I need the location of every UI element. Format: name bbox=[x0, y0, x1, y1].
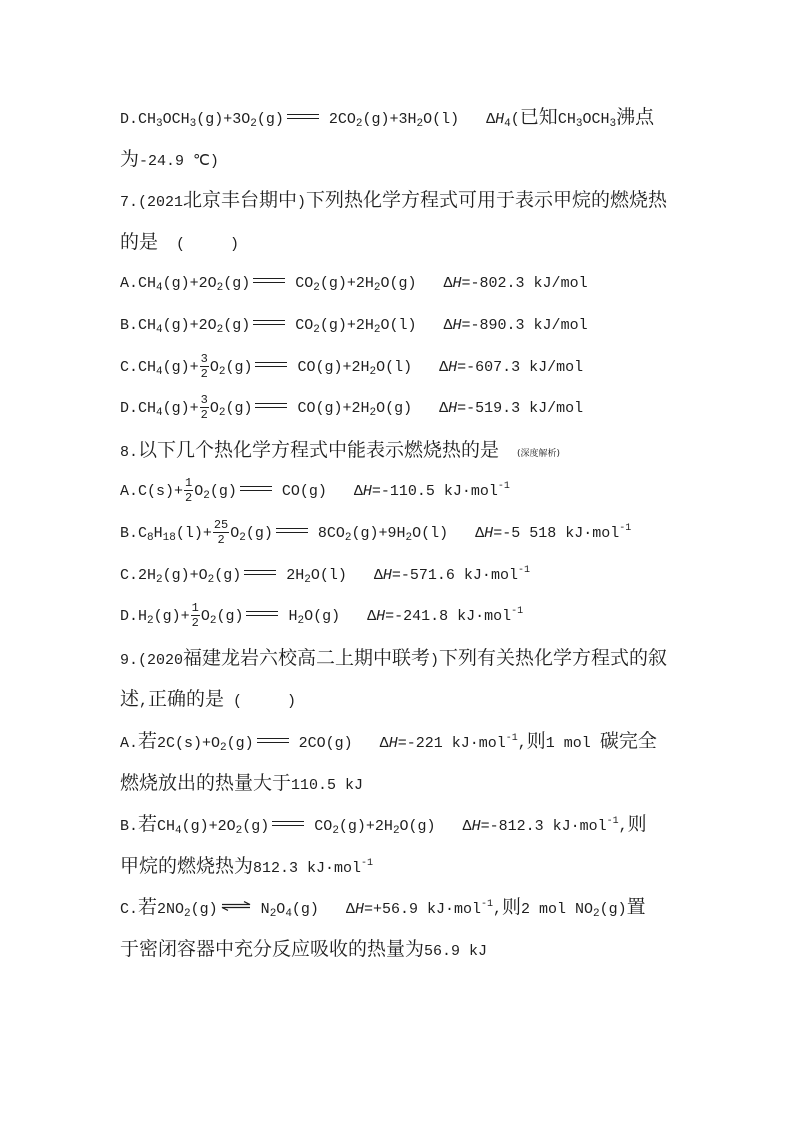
text-run: (g)+2H bbox=[338, 818, 393, 836]
question-8 bbox=[120, 430, 760, 638]
fraction-denominator: 2 bbox=[191, 616, 199, 631]
text-run: N bbox=[251, 901, 270, 919]
superscript: -1 bbox=[361, 857, 374, 869]
superscript: -1 bbox=[511, 606, 524, 618]
question-8-option-d-line-1 bbox=[120, 596, 760, 638]
text-run: O bbox=[209, 358, 219, 376]
subscript: 4 bbox=[156, 323, 163, 336]
superscript: -1 bbox=[619, 522, 632, 534]
text-run: (g)+9H bbox=[351, 524, 406, 542]
text-run: 2H bbox=[277, 566, 305, 584]
subscript: 4 bbox=[156, 365, 163, 378]
text-run: O(l) Δ bbox=[310, 566, 383, 584]
text-run: (g) bbox=[214, 566, 242, 584]
text-run: A.C(s)+ bbox=[120, 483, 184, 501]
long-equals-sign-icon bbox=[272, 821, 304, 826]
subscript: 2 bbox=[184, 908, 191, 921]
long-equals-sign-icon bbox=[253, 320, 285, 325]
cjk-text-run: 则 bbox=[627, 813, 647, 836]
question-9-option-b bbox=[120, 804, 760, 887]
italic-symbol: H bbox=[388, 734, 398, 752]
subscript: 4 bbox=[156, 407, 163, 420]
question-7-option-a-line-1 bbox=[120, 263, 760, 305]
small-note: (深度解析) bbox=[517, 448, 561, 459]
italic-symbol: H bbox=[484, 524, 494, 542]
subscript: 2 bbox=[369, 407, 377, 420]
text-run: ) bbox=[430, 651, 440, 669]
question-8-stem bbox=[120, 430, 760, 472]
question-list bbox=[120, 97, 760, 970]
question-8-option-b bbox=[120, 513, 760, 555]
fraction-numerator: 1 bbox=[191, 601, 199, 616]
question-9-option-c-line-1 bbox=[120, 887, 760, 929]
text-run: D.CH bbox=[120, 400, 157, 418]
text-run: -24.9 ℃) bbox=[139, 152, 219, 170]
italic-symbol: H bbox=[376, 608, 386, 626]
cjk-text-run: 甲烷的燃烧热为 bbox=[120, 854, 254, 877]
italic-symbol: H bbox=[471, 818, 481, 836]
text-run: H bbox=[279, 608, 298, 626]
subscript: 3 bbox=[156, 118, 163, 130]
text-run: O(l) Δ bbox=[412, 524, 485, 542]
long-equals-sign-icon bbox=[276, 528, 308, 533]
long-equals-sign-icon bbox=[253, 278, 285, 283]
fraction bbox=[200, 352, 209, 381]
question-7-option-d-line-1 bbox=[120, 388, 760, 430]
fraction bbox=[191, 601, 200, 630]
text-run: (g) bbox=[242, 818, 270, 836]
text-run: (g) bbox=[225, 358, 253, 376]
question-9-option-a bbox=[120, 721, 760, 804]
subscript: 2 bbox=[332, 825, 339, 838]
text-run: ( ) bbox=[224, 693, 297, 711]
long-equals-sign-icon bbox=[255, 403, 287, 408]
cjk-text-run: 置 bbox=[626, 896, 646, 919]
italic-symbol: H bbox=[362, 483, 372, 501]
text-run: (g) bbox=[599, 901, 627, 919]
question-9-option-b-line-1 bbox=[120, 804, 760, 846]
text-run: O(g) Δ bbox=[376, 400, 449, 418]
text-run: (g)+2O bbox=[162, 275, 217, 293]
cjk-text-run: 以下几个热化学方程式中能表示燃烧热的是 bbox=[138, 438, 500, 461]
superscript: -1 bbox=[606, 816, 619, 828]
subscript: 18 bbox=[162, 531, 176, 544]
fraction-denominator: 2 bbox=[200, 408, 208, 423]
italic-symbol: H bbox=[452, 316, 462, 334]
subscript: 4 bbox=[285, 908, 292, 921]
text-run: ( ) bbox=[158, 235, 240, 253]
cjk-text-run: 的是 bbox=[120, 230, 159, 253]
text-run: OCH bbox=[162, 111, 190, 128]
text-run: , bbox=[139, 693, 149, 711]
italic-symbol: H bbox=[448, 358, 458, 376]
question-6 bbox=[120, 97, 760, 180]
question-7-option-b-line-1 bbox=[120, 305, 760, 347]
fraction-numerator: 25 bbox=[213, 517, 229, 532]
text-run: 110.5 kJ bbox=[291, 776, 364, 794]
text-run: (g) bbox=[226, 734, 254, 752]
fraction-denominator: 2 bbox=[185, 491, 193, 506]
text-run: H bbox=[153, 524, 163, 542]
text-run: =-110.5 kJ·mol bbox=[371, 483, 498, 501]
text-run: (g) bbox=[216, 608, 244, 626]
cjk-text-run: 沸点 bbox=[616, 106, 655, 128]
subscript: 2 bbox=[209, 615, 217, 628]
cjk-text-run: 下列热化学方程式可用于表示甲烷的燃烧热 bbox=[306, 189, 668, 212]
cjk-text-run: 福建龙岩六校高二上期中联考 bbox=[183, 646, 431, 669]
cjk-text-run: 则 bbox=[502, 896, 522, 919]
cjk-text-run: 碳完全 bbox=[599, 729, 657, 752]
question-7-stem-line-1 bbox=[120, 180, 760, 222]
subscript: 2 bbox=[593, 908, 600, 921]
subscript: 2 bbox=[250, 118, 257, 130]
fraction-numerator: 3 bbox=[200, 351, 208, 366]
text-run: OCH bbox=[582, 111, 610, 128]
subscript: 2 bbox=[313, 323, 320, 336]
subscript: 2 bbox=[355, 118, 363, 130]
text-run: 7.(2021 bbox=[120, 194, 184, 212]
equilibrium-arrows-icon bbox=[221, 901, 251, 911]
text-run: (g) bbox=[209, 483, 237, 501]
text-run: O(g) Δ bbox=[380, 275, 453, 293]
cjk-text-run: 已知 bbox=[519, 106, 558, 128]
text-run: D.CH bbox=[120, 111, 157, 128]
question-8-option-c-line-1 bbox=[120, 555, 760, 597]
question-6-option-d bbox=[120, 97, 760, 180]
question-7-option-c-line-1 bbox=[120, 347, 760, 389]
question-7-stem-line-2 bbox=[120, 222, 760, 264]
subscript: 2 bbox=[373, 323, 381, 336]
text-run: ( bbox=[510, 111, 520, 128]
subscript: 2 bbox=[313, 282, 320, 295]
subscript: 2 bbox=[304, 573, 311, 586]
question-9-option-c bbox=[120, 887, 760, 970]
subscript: 2 bbox=[218, 365, 226, 378]
text-run: C.CH bbox=[120, 358, 157, 376]
text-run: O(g) Δ bbox=[304, 608, 377, 626]
fraction-numerator: 3 bbox=[200, 393, 208, 408]
question-7-stem bbox=[120, 180, 760, 263]
subscript: 2 bbox=[203, 490, 210, 503]
cjk-text-run: 则 bbox=[526, 729, 546, 752]
text-run: =-5 518 kJ·mol bbox=[493, 524, 620, 542]
text-run: 2CO bbox=[319, 111, 356, 128]
text-run: B.C bbox=[120, 524, 148, 542]
subscript: 3 bbox=[189, 118, 197, 130]
fraction bbox=[200, 393, 209, 422]
text-run: =-890.3 kJ/mol bbox=[461, 316, 588, 334]
text-run: (g)+ bbox=[162, 358, 199, 376]
text-run: CO(g) Δ bbox=[272, 483, 363, 501]
question-9-option-c-line-2 bbox=[120, 929, 760, 971]
question-8-option-a bbox=[120, 471, 760, 513]
subscript: 8 bbox=[147, 531, 154, 544]
text-run: =+56.9 kJ·mol bbox=[363, 901, 481, 919]
italic-symbol: H bbox=[452, 275, 462, 293]
text-run: CH bbox=[157, 818, 176, 836]
subscript: 4 bbox=[156, 282, 163, 295]
text-run: (g)+3H bbox=[362, 111, 417, 128]
question-9-option-b-line-2 bbox=[120, 846, 760, 888]
subscript: 2 bbox=[239, 531, 246, 544]
subscript: 2 bbox=[416, 118, 424, 130]
subscript: 2 bbox=[297, 615, 305, 628]
text-run: CH bbox=[557, 111, 576, 128]
text-run: B. bbox=[120, 818, 139, 836]
text-run: O(g) Δ bbox=[399, 818, 472, 836]
text-run: =-241.8 kJ·mol bbox=[385, 608, 512, 626]
text-run: O(l) Δ bbox=[380, 316, 453, 334]
text-run: (g)+O bbox=[162, 566, 208, 584]
fraction bbox=[184, 476, 193, 505]
cjk-text-run: 燃烧放出的热量大于 bbox=[120, 771, 292, 794]
subscript: 4 bbox=[504, 118, 511, 130]
text-run: (g)+2O bbox=[162, 316, 217, 334]
cjk-text-run: 下列有关热化学方程式的叙 bbox=[439, 646, 668, 669]
long-equals-sign-icon bbox=[246, 611, 278, 616]
question-9-stem-line-1 bbox=[120, 638, 760, 680]
question-7-option-c bbox=[120, 347, 760, 389]
text-run: =-519.3 kJ/mol bbox=[457, 400, 584, 418]
text-run: (g) bbox=[223, 275, 251, 293]
text-run: 812.3 kJ·mol bbox=[253, 859, 362, 877]
italic-symbol: H bbox=[354, 901, 364, 919]
text-run bbox=[499, 444, 517, 461]
superscript: -1 bbox=[517, 564, 530, 576]
subscript: 2 bbox=[156, 573, 163, 586]
text-run: , bbox=[618, 818, 628, 836]
text-run: 1 mol bbox=[545, 734, 600, 752]
text-run: CO bbox=[305, 818, 333, 836]
text-run: B.CH bbox=[120, 316, 157, 334]
question-8-option-a-line-1 bbox=[120, 471, 760, 513]
question-9-stem-line-2 bbox=[120, 679, 760, 721]
subscript: 2 bbox=[216, 323, 224, 336]
subscript: 2 bbox=[344, 531, 352, 544]
italic-symbol: H bbox=[448, 400, 458, 418]
subscript: 2 bbox=[235, 825, 243, 838]
subscript: 2 bbox=[220, 741, 227, 754]
text-run: =-571.6 kJ·mol bbox=[391, 566, 518, 584]
text-run: 2CO(g) Δ bbox=[289, 734, 389, 752]
text-run: =-812.3 kJ·mol bbox=[480, 818, 607, 836]
text-run: C. bbox=[120, 901, 139, 919]
question-7-option-a bbox=[120, 263, 760, 305]
text-run: ) bbox=[297, 194, 307, 212]
text-run: (g) bbox=[245, 524, 273, 542]
question-8-option-c bbox=[120, 555, 760, 597]
text-run: (g) Δ bbox=[291, 901, 355, 919]
text-run: (g) bbox=[190, 901, 218, 919]
question-8-option-d bbox=[120, 596, 760, 638]
text-run: (g) bbox=[225, 400, 253, 418]
subscript: 2 bbox=[218, 407, 226, 420]
question-7-option-b bbox=[120, 305, 760, 347]
text-run: O bbox=[194, 483, 204, 501]
subscript: 2 bbox=[216, 282, 224, 295]
text-run: A. bbox=[120, 734, 139, 752]
text-run: CO bbox=[286, 316, 314, 334]
text-run: D.H bbox=[120, 608, 148, 626]
text-run: (g)+ bbox=[153, 608, 190, 626]
question-6-option-d-line-2 bbox=[120, 139, 760, 181]
text-run: (g) bbox=[256, 111, 284, 128]
subscript: 2 bbox=[369, 365, 377, 378]
text-run: CO(g)+2H bbox=[288, 358, 370, 376]
question-7-option-d bbox=[120, 388, 760, 430]
subscript: 4 bbox=[175, 825, 182, 838]
text-run: O bbox=[276, 901, 286, 919]
text-run: (g) bbox=[223, 316, 251, 334]
subscript: 2 bbox=[392, 825, 400, 838]
text-run: (g)+2H bbox=[319, 275, 374, 293]
text-run: O bbox=[200, 608, 210, 626]
question-9-option-a-line-1 bbox=[120, 721, 760, 763]
text-run: 2 mol NO bbox=[521, 901, 594, 919]
superscript: -1 bbox=[505, 732, 518, 744]
question-9 bbox=[120, 638, 760, 971]
fraction-numerator: 1 bbox=[185, 476, 193, 491]
cjk-text-run: 正确的是 bbox=[148, 688, 225, 711]
text-run: (g)+3O bbox=[196, 111, 251, 128]
text-run: C.2H bbox=[120, 566, 157, 584]
text-run: 2NO bbox=[157, 901, 185, 919]
subscript: 2 bbox=[207, 573, 215, 586]
fraction-denominator: 2 bbox=[200, 366, 208, 381]
italic-symbol: H bbox=[382, 566, 392, 584]
text-run: (g)+2H bbox=[319, 316, 374, 334]
long-equals-sign-icon bbox=[255, 362, 287, 367]
text-run: (l)+ bbox=[175, 524, 212, 542]
text-run: (g)+ bbox=[162, 400, 199, 418]
text-run: 56.9 kJ bbox=[424, 942, 488, 960]
subscript: 2 bbox=[269, 908, 277, 921]
superscript: -1 bbox=[480, 899, 493, 911]
long-equals-sign-icon bbox=[244, 570, 276, 575]
italic-symbol: H bbox=[495, 111, 505, 128]
cjk-text-run: 于密闭容器中充分反应吸收的热量为 bbox=[120, 937, 425, 960]
cjk-text-run: 为 bbox=[120, 147, 140, 170]
text-run: =-802.3 kJ/mol bbox=[461, 275, 588, 293]
text-run: =-221 kJ·mol bbox=[397, 734, 506, 752]
question-8-option-b-line-1 bbox=[120, 513, 760, 555]
text-run: O bbox=[209, 400, 219, 418]
cjk-text-run: 若 bbox=[138, 729, 158, 752]
subscript: 3 bbox=[575, 118, 583, 130]
fraction-denominator: 2 bbox=[217, 532, 225, 547]
text-run: 9.(2020 bbox=[120, 651, 184, 669]
question-9-option-a-line-2 bbox=[120, 763, 760, 805]
text-run: CO bbox=[286, 275, 314, 293]
text-run: 8CO bbox=[308, 524, 345, 542]
text-run: =-607.3 kJ/mol bbox=[457, 358, 584, 376]
text-run: O(l) Δ bbox=[423, 111, 496, 128]
subscript: 2 bbox=[405, 531, 413, 544]
fraction bbox=[213, 518, 229, 547]
question-8-stem-line-1 bbox=[120, 430, 760, 472]
superscript: -1 bbox=[497, 481, 510, 493]
text-run: O(l) Δ bbox=[376, 358, 449, 376]
text-run: 8. bbox=[120, 443, 139, 461]
subscript: 2 bbox=[373, 282, 381, 295]
text-run: A.CH bbox=[120, 275, 157, 293]
long-equals-sign-icon bbox=[240, 486, 272, 491]
cjk-text-run: 述 bbox=[120, 688, 140, 711]
text-run: , bbox=[493, 901, 503, 919]
cjk-text-run: 北京丰台期中 bbox=[183, 189, 298, 212]
subscript: 2 bbox=[147, 615, 154, 628]
question-9-stem bbox=[120, 638, 760, 721]
text-run: O bbox=[230, 524, 240, 542]
question-6-option-d-line-1 bbox=[120, 97, 760, 139]
question-7 bbox=[120, 180, 760, 430]
text-run: 2C(s)+O bbox=[157, 734, 221, 752]
text-run: CO(g)+2H bbox=[288, 400, 370, 418]
subscript: 3 bbox=[609, 118, 617, 130]
cjk-text-run: 若 bbox=[138, 813, 158, 836]
text-run: (g)+2O bbox=[181, 818, 236, 836]
cjk-text-run: 若 bbox=[138, 896, 158, 919]
text-run: , bbox=[517, 734, 527, 752]
long-equals-sign-icon bbox=[257, 738, 289, 743]
long-equals-sign-icon bbox=[287, 114, 319, 119]
